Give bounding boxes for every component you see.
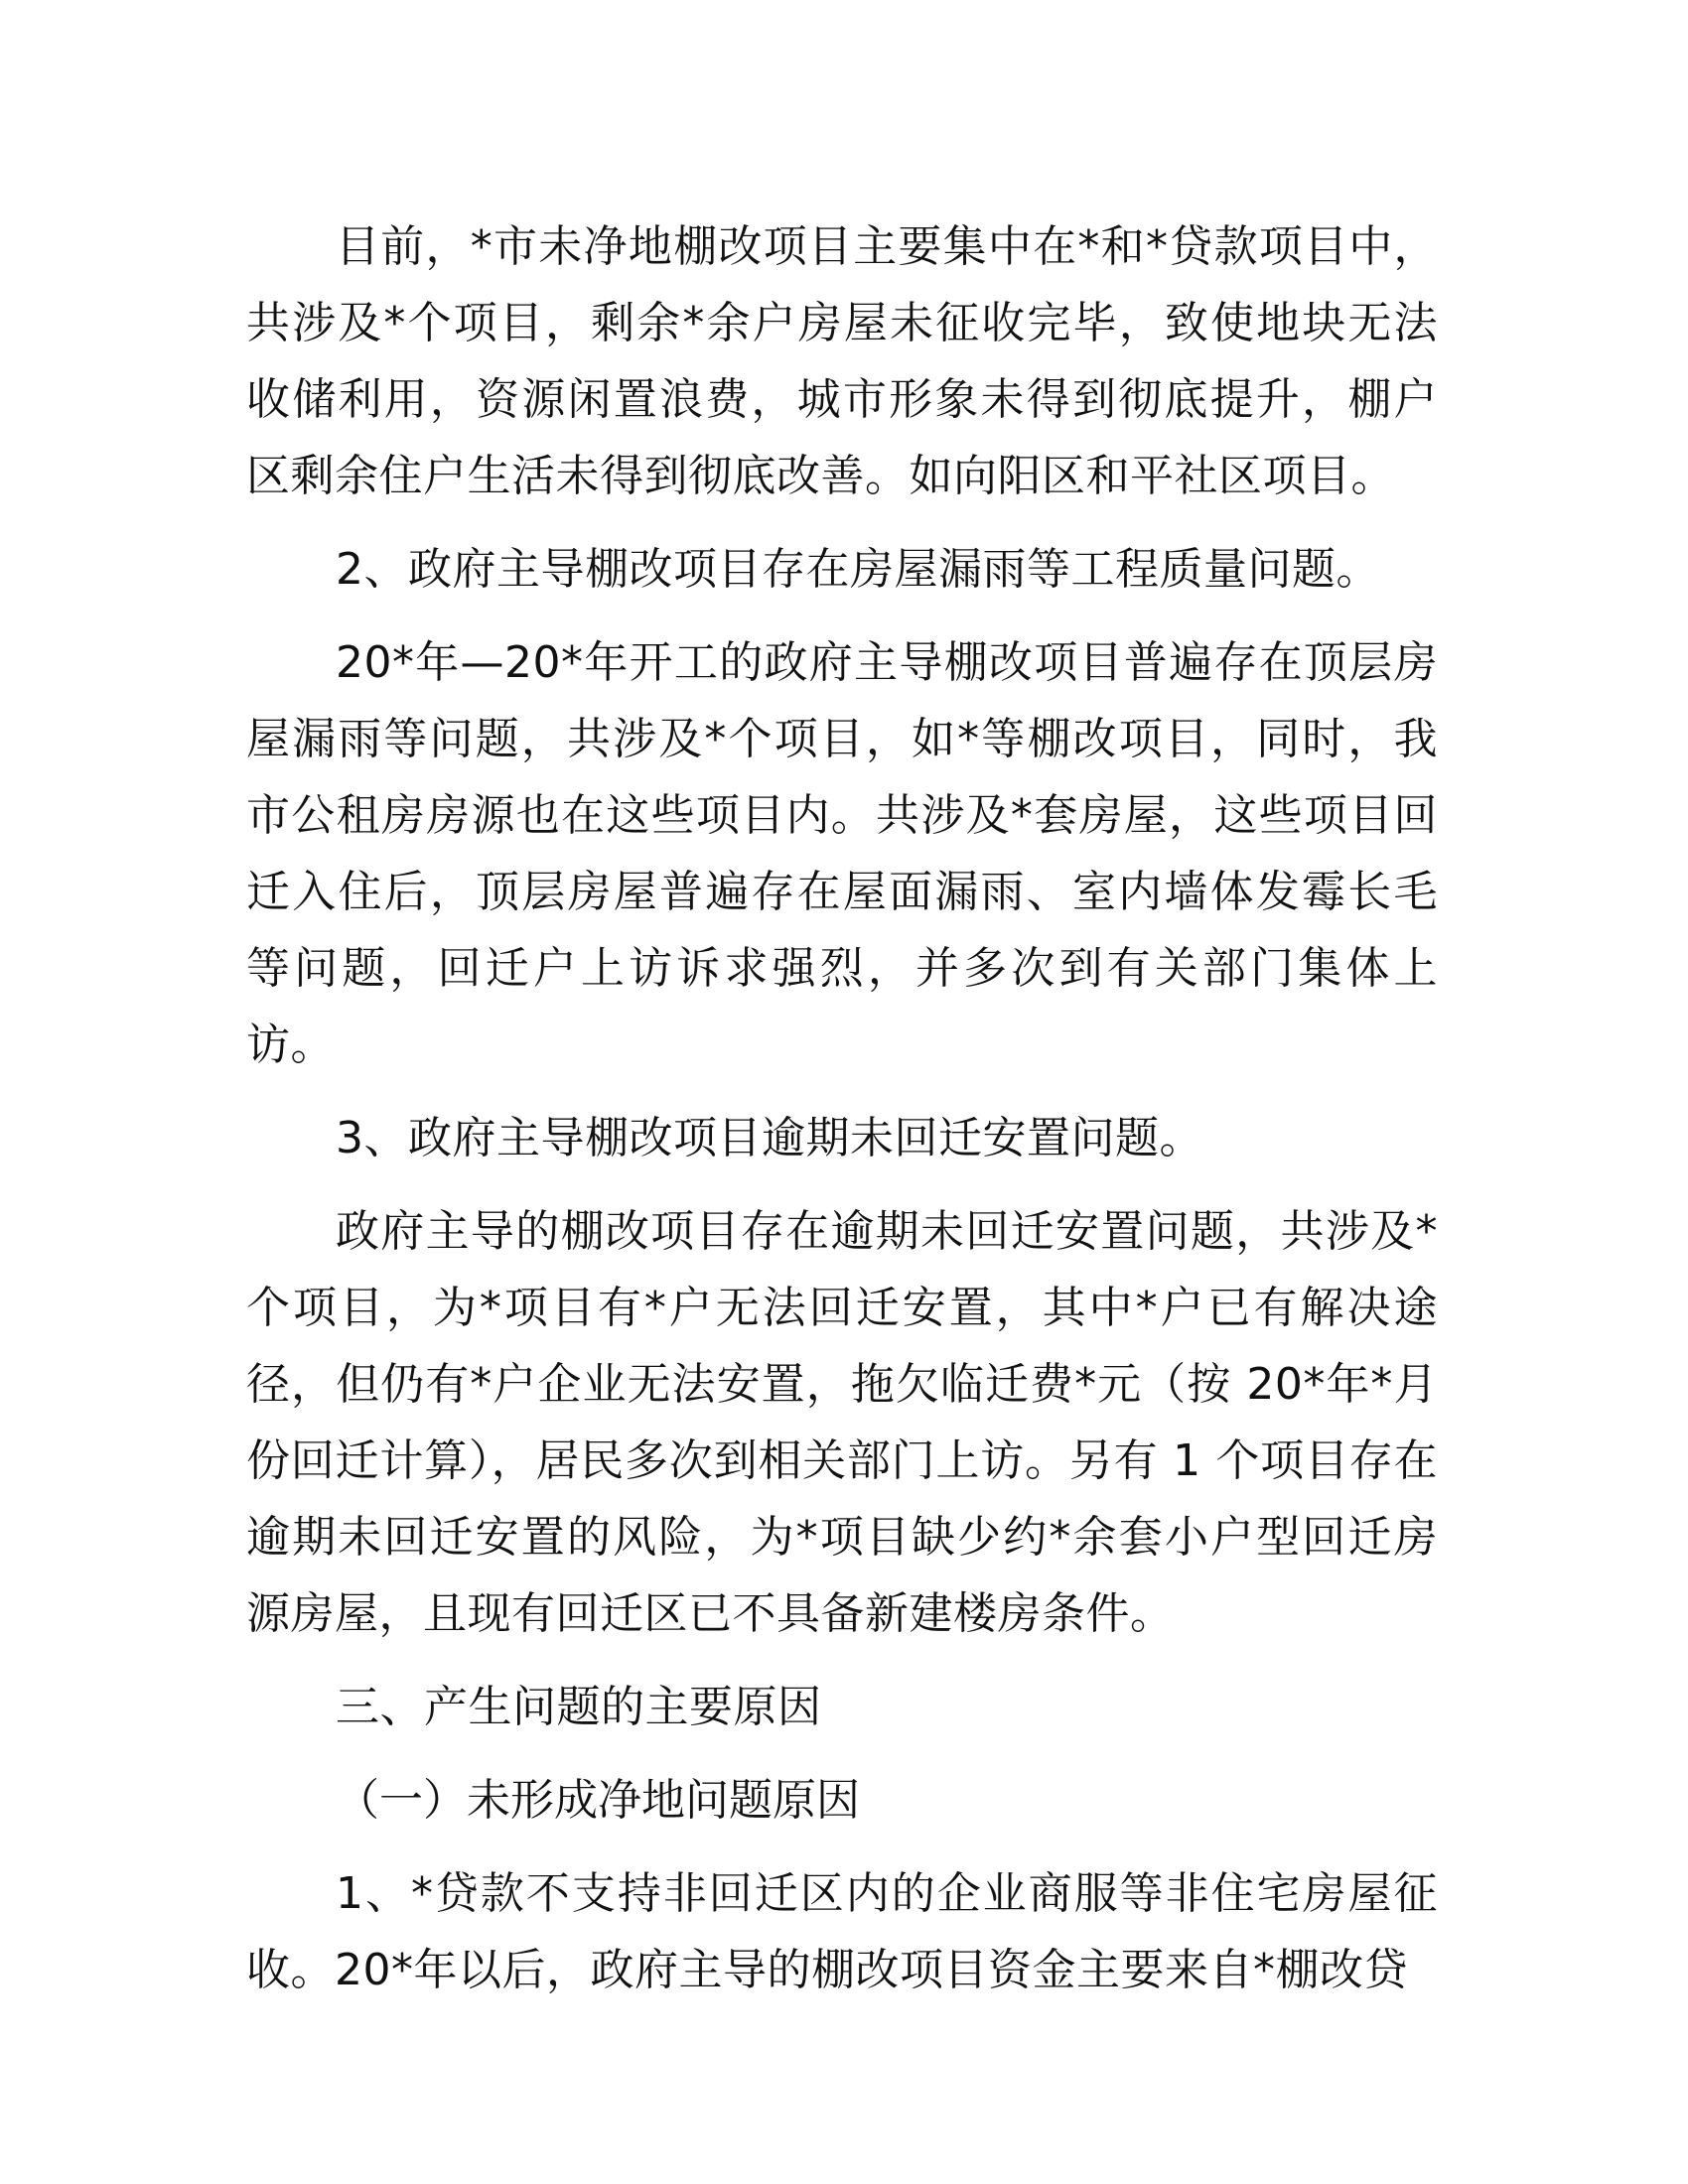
document-body bbox=[246, 208, 1438, 2008]
paragraph-loan-cause: 1、*贷款不支持非回迁区内的企业商服等非住宅房屋征收。20*年以后，政府主导的棚改项目资金主要来自*棚改贷 bbox=[246, 1868, 1438, 1995]
paragraph-status-summary: 目前，*市未净地棚改项目主要集中在*和*贷款项目中，共涉及*个项目，剩余*余户房屋未征收完毕，致使地块无法收储利用，资源闲置浪费，城市形象未得到彻底提升，棚户区剩余住户生活未得到彻底改善。如向阳区和平社区项目。 bbox=[246, 221, 1438, 501]
subheading-land-clearance-causes: （一）未形成净地问题原因 bbox=[336, 1775, 860, 1826]
paragraph-quality-details: 20*年—20*年开工的政府主导棚改项目普遍存在顶层房屋漏雨等问题，共涉及*个项目，如*等棚改项目，同时，我市公租房房源也在这些项目内。共涉及*套房屋，这些项目回迁入住后，顶层房屋普遍存在屋面漏雨、室内墙体发霉长毛等问题，回迁户上访诉求强烈，并多次到有关部门集体上访。 bbox=[246, 637, 1438, 1070]
paragraph-resettlement-details: 政府主导的棚改项目存在逾期未回迁安置问题，共涉及*个项目，为*项目有*户无法回迁安置，其中*户已有解决途径，但仍有*户企业无法安置，拖欠临迁费*元（按 20*年*月份回迁计算），居民多次到相关部门上访。另有 1 个项目存在逾期未回迁安置的风险，为*项目缺少约*余套小户型回迁房源房屋，且现有回迁区已不具备新建楼房条件。 bbox=[246, 1206, 1438, 1639]
paragraph-gap bbox=[246, 1176, 1438, 1193]
paragraph-gap bbox=[246, 1839, 1438, 1855]
heading-main-causes: 三、产生问题的主要原因 bbox=[336, 1682, 822, 1732]
heading-resettlement-issue: 3、政府主导棚改项目逾期未回迁安置问题。 bbox=[336, 1113, 1203, 1163]
paragraph-gap bbox=[246, 1652, 1438, 1669]
paragraph-gap bbox=[246, 608, 1438, 624]
heading-quality-issue: 2、政府主导棚改项目存在房屋漏雨等工程质量问题。 bbox=[336, 544, 1380, 595]
paragraph-gap bbox=[246, 1745, 1438, 1762]
paragraph-gap bbox=[246, 514, 1438, 531]
paragraph-gap bbox=[246, 1083, 1438, 1100]
